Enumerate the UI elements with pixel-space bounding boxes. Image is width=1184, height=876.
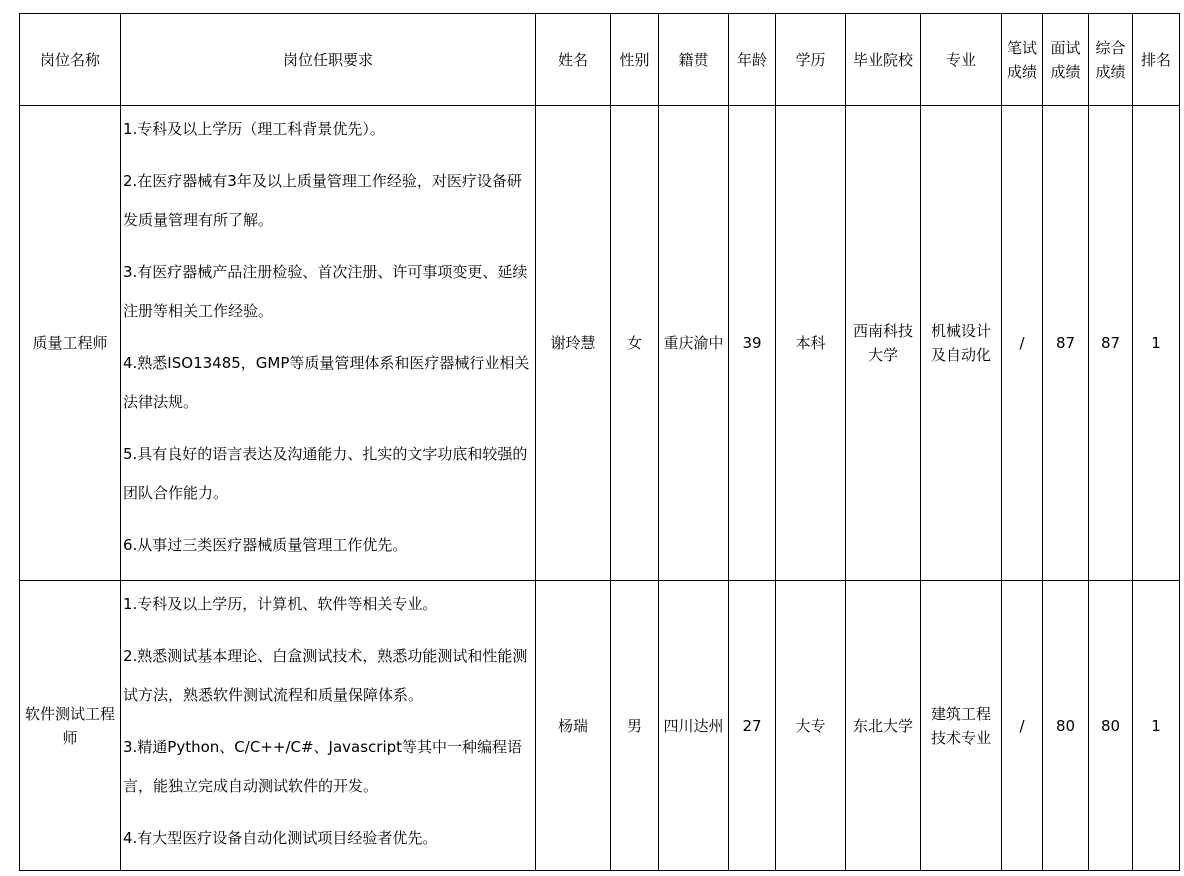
overall-score-cell: 87 [1089,106,1133,581]
major-line1: 机械设计 [930,322,991,340]
header-age: 年龄 [729,14,776,106]
requirement-item: 4.有大型医疗设备自动化测试项目经验者优先。 [123,829,438,847]
gender-cell: 女 [611,106,659,581]
requirement-item: 1.专科及以上学历，计算机、软件等相关专业。 [123,595,438,613]
school-line2: 大学 [867,346,898,364]
origin-cell: 四川达州 [659,581,729,871]
requirement-item: 4.熟悉ISO13485，GMP等质量管理体系和医疗器械行业相关法律法规。 [123,354,530,411]
header-overall-line2: 成绩 [1095,62,1126,81]
age-cell: 39 [729,106,776,581]
school-cell: 东北大学 [846,581,921,871]
age-cell: 27 [729,581,776,871]
major-line1: 建筑工程 [930,704,991,723]
position-cell [20,581,121,871]
requirement-item: 1.专科及以上学历（理工科背景优先）。 [123,120,385,138]
interview-score-cell: 87 [1043,106,1089,581]
header-major: 专业 [921,14,1002,106]
header-interview-line2: 成绩 [1050,62,1081,81]
gender-cell: 男 [611,581,659,871]
header-origin: 籍贯 [659,14,729,106]
table-row [20,106,1180,581]
header-school: 毕业院校 [846,14,921,106]
position-line2: 师 [62,728,78,747]
header-requirements: 岗位任职要求 [121,14,536,106]
name-cell: 杨瑞 [536,581,611,871]
header-overall-score [1089,14,1133,106]
requirement-item: 6.从事过三类医疗器械质量管理工作优先。 [123,536,408,554]
rank-cell: 1 [1133,106,1180,581]
header-rank: 排名 [1133,14,1180,106]
header-name: 姓名 [536,14,611,106]
requirement-item: 3.有医疗器械产品注册检验、首次注册、许可事项变更、延续注册等相关工作经验。 [123,263,528,320]
overall-score-cell: 80 [1089,581,1133,871]
header-written-line1: 笔试 [1006,38,1037,57]
interview-score-cell: 80 [1043,581,1089,871]
education-cell: 大专 [776,581,846,871]
table-row [20,581,1180,871]
written-score-cell: / [1002,581,1043,871]
origin-cell: 重庆渝中 [659,106,729,581]
header-written-score [1002,14,1043,106]
header-overall-line1: 综合 [1095,38,1126,57]
requirements-cell [121,106,536,581]
name-cell: 谢玲慧 [536,106,611,581]
position-cell: 质量工程师 [20,106,121,581]
position-line1: 软件测试工程 [24,704,115,723]
major-line2: 及自动化 [930,346,991,364]
requirement-item: 5.具有良好的语言表达及沟通能力、扎实的文字功底和较强的团队合作能力。 [123,445,528,502]
major-line2: 技术专业 [930,728,991,747]
major-cell [921,581,1002,871]
header-interview-score [1043,14,1089,106]
header-education: 学历 [776,14,846,106]
recruitment-results-table [19,13,1180,871]
header-interview-line1: 面试 [1050,38,1081,57]
requirement-item: 3.精通Python、C/C++/C#、Javascript等其中一种编程语言，能独立完成自动测试软件的开发。 [123,738,523,795]
header-row [20,14,1180,106]
header-gender: 性别 [611,14,659,106]
major-cell [921,106,1002,581]
written-score-cell: / [1002,106,1043,581]
requirement-item: 2.熟悉测试基本理论、白盒测试技术，熟悉功能测试和性能测试方法，熟悉软件测试流程和质量保障体系。 [123,647,528,704]
education-cell: 本科 [776,106,846,581]
requirement-item: 2.在医疗器械有3年及以上质量管理工作经验，对医疗设备研发质量管理有所了解。 [123,172,522,229]
requirements-cell [121,581,536,871]
school-line1: 西南科技 [852,322,913,340]
school-cell [846,106,921,581]
header-position: 岗位名称 [20,14,121,106]
rank-cell: 1 [1133,581,1180,871]
header-written-line2: 成绩 [1006,62,1037,81]
